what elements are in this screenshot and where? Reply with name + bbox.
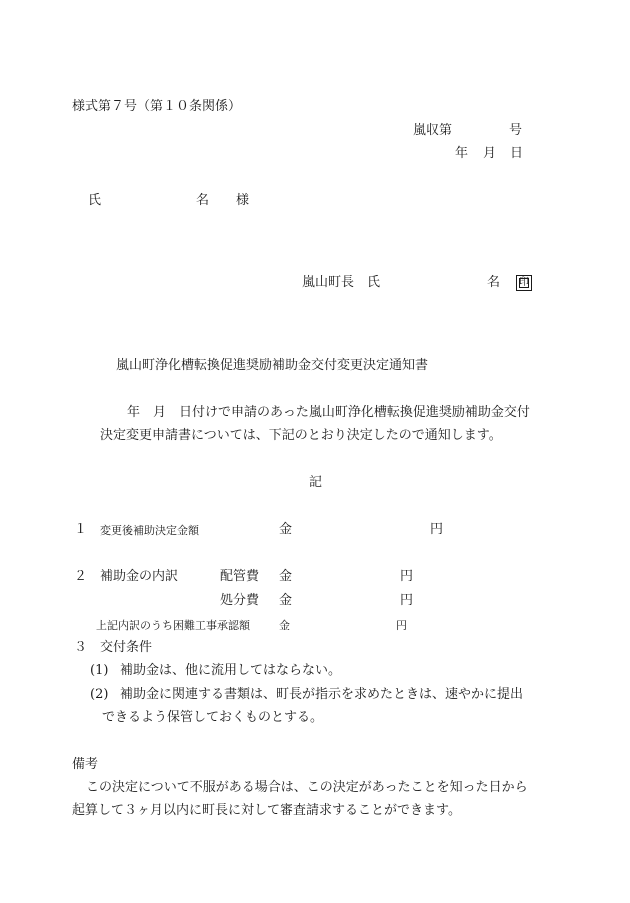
body-line-1: 年 月 日付けで申請のあった嵐山町浄化槽転換促進奨励補助金交付 — [127, 405, 530, 420]
body-line-2: 決定変更申請書については、下記のとおり決定したので通知します。 — [100, 428, 502, 443]
ki-heading: 記 — [309, 475, 323, 490]
item3-number: ３ — [74, 640, 88, 655]
remarks-heading: 備考 — [72, 757, 99, 772]
document-title: 嵐山町浄化槽転換促進奨励補助金交付変更決定通知書 — [116, 358, 429, 373]
remarks-line-1: この決定について不服がある場合は、この決定があったことを知った日から — [86, 780, 528, 795]
item2-sub-yen: 円 — [396, 619, 407, 632]
date-month: 月 — [483, 146, 497, 161]
item2-row-kin: 金 — [279, 593, 293, 608]
item2-row-kin: 金 — [279, 569, 293, 584]
seal-mark: 印 — [516, 275, 532, 291]
doc-number-prefix: 嵐収第 — [413, 123, 453, 138]
sender-mei: 名 — [487, 275, 501, 290]
condition-2-text-cont: できるよう保管しておくものとする。 — [102, 710, 324, 725]
date-day: 日 — [510, 146, 524, 161]
item2-row-label: 配管費 — [220, 569, 260, 584]
date-year: 年 — [455, 146, 469, 161]
doc-number-suffix: 号 — [509, 123, 523, 138]
item2-row-yen: 円 — [400, 593, 414, 608]
item3-label: 交付条件 — [100, 640, 153, 655]
sender-title: 嵐山町長 氏 — [302, 275, 381, 290]
item2-label: 補助金の内訳 — [100, 569, 179, 584]
item2-sub-kin: 金 — [279, 619, 290, 632]
item2-row-label: 処分費 — [220, 593, 260, 608]
form-label: 様式第７号（第１０条関係） — [72, 99, 242, 114]
item2-row-yen: 円 — [400, 569, 414, 584]
item2-sub-label: 上記内訳のうち困難工事承認額 — [96, 619, 250, 632]
remarks-line-2: 起算して３ヶ月以内に町長に対して審査請求することができます。 — [72, 803, 461, 818]
item1-yen: 円 — [430, 522, 444, 537]
condition-2-text: 補助金に関連する書類は、町長が指示を求めたときは、速やかに提出 — [120, 687, 524, 702]
item1-label: 変更後補助決定金額 — [100, 524, 199, 537]
addressee-mei: 名 — [196, 193, 210, 208]
addressee-sama: 様 — [236, 193, 250, 208]
condition-1-number: (1) — [90, 663, 109, 678]
condition-1-text: 補助金は、他に流用してはならない。 — [120, 663, 342, 678]
condition-2-number: (2) — [90, 687, 109, 702]
item1-number: １ — [74, 522, 88, 537]
item1-kin: 金 — [279, 522, 293, 537]
item2-number: ２ — [74, 569, 88, 584]
addressee-shi: 氏 — [88, 193, 102, 208]
